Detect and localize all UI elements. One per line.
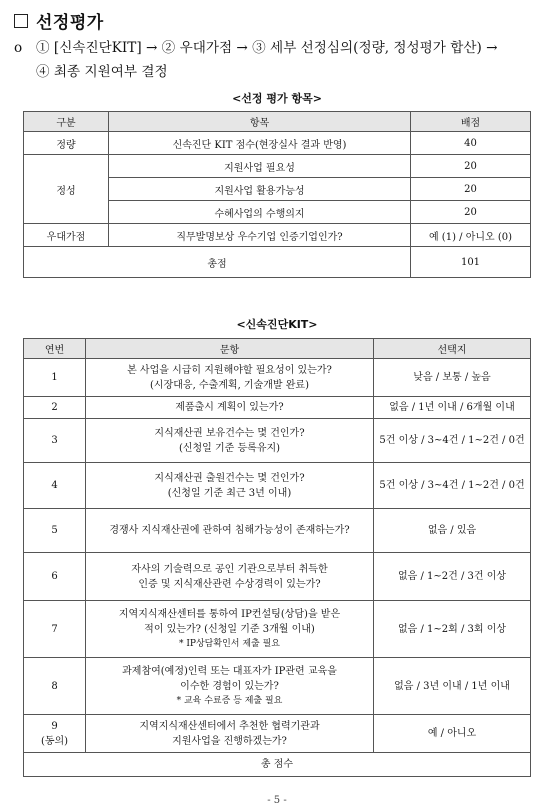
category-cell: 정량: [24, 132, 109, 155]
question-cell: 과제참여(예정)인력 또는 대표자가 IP관련 교육을 이수한 경험이 있는가? * 교육 수료증 등 제출 필요: [86, 658, 374, 715]
table-row: [24, 715, 531, 753]
page-number: - 5 -: [267, 795, 287, 806]
category-cell: 우대가점: [24, 224, 109, 247]
table-row: [24, 509, 531, 553]
row-number: 3: [24, 419, 86, 463]
question-cell: 지역지식재산센터를 통하여 IP컨설팅(상담)을 받은 적이 있는가? (신청일 기준 3개월 이내) * IP상담확인서 제출 필요: [86, 601, 374, 658]
row-number: 9 (동의): [24, 715, 86, 753]
table-row: [24, 224, 531, 247]
steps-line-2: ④ 최종 지원여부 결정: [36, 64, 168, 80]
choices-cell: 없음 / 1년 이내 / 6개월 이내: [374, 397, 531, 419]
choices-cell: 없음 / 있음: [374, 509, 531, 553]
table-row: [24, 359, 531, 397]
steps-line-1: o ① [신속진단KIT] → ② 우대가점 → ③ 세부 선정심의(정량, 정성평가 합산) →: [14, 40, 498, 56]
header-category: 구분: [24, 112, 109, 132]
question-cell: 지역지식재산센터에서 추천한 협력기관과 지원사업을 진행하겠는가?: [86, 715, 374, 753]
choices-cell: 5건 이상 / 3~4건 / 1~2건 / 0건: [374, 419, 531, 463]
row-number: 7: [24, 601, 86, 658]
question-cell: 제품출시 계획이 있는가?: [86, 397, 374, 419]
item-cell: 지원사업 필요성: [109, 155, 411, 178]
choices-cell: 없음 / 1~2회 / 3회 이상: [374, 601, 531, 658]
table-row: [24, 419, 531, 463]
row-number: 5: [24, 509, 86, 553]
item-cell: 신속진단 KIT 점수(현장실사 결과 반영): [109, 132, 411, 155]
header-item: 항목: [109, 112, 411, 132]
row-number: 8: [24, 658, 86, 715]
item-cell: 직무발명보상 우수기업 인증기업인가?: [109, 224, 411, 247]
table-row: [24, 553, 531, 601]
choices-cell: 낮음 / 보통 / 높음: [374, 359, 531, 397]
header-choices: 선택지: [374, 339, 531, 359]
total-label: 총점: [24, 247, 411, 278]
score-cell: 20: [411, 155, 531, 178]
question-cell: 자사의 기술력으로 공인 기관으로부터 취득한 인증 및 지식재산관련 수상경력이 있는가?: [86, 553, 374, 601]
eval-table-caption: <선정 평가 항목>: [232, 92, 322, 105]
total-label: 총 점수: [24, 753, 531, 777]
category-cell: 정성: [24, 155, 109, 224]
kit-table-caption: <신속진단KIT>: [236, 318, 318, 331]
row-number: 1: [24, 359, 86, 397]
question-cell: 본 사업을 시급히 지원해야할 필요성이 있는가? (시장대응, 수출계획, 기술개발 완료): [86, 359, 374, 397]
header-number: 연번: [24, 339, 86, 359]
table-row: [24, 397, 531, 419]
section-heading: [14, 8, 104, 33]
score-cell: 20: [411, 201, 531, 224]
quick-diagnosis-kit-table: [23, 338, 531, 777]
choices-cell: 없음 / 1~2건 / 3건 이상: [374, 553, 531, 601]
table-row: [24, 132, 531, 155]
question-cell: 지식재산권 보유건수는 몇 건인가? (신청일 기준 등록유지): [86, 419, 374, 463]
evaluation-items-table: [23, 111, 531, 278]
item-cell: 수혜사업의 수행의지: [109, 201, 411, 224]
row-number: 4: [24, 463, 86, 509]
header-question: 문항: [86, 339, 374, 359]
total-score: 101: [411, 247, 531, 278]
choices-cell: 없음 / 3년 이내 / 1년 이내: [374, 658, 531, 715]
question-cell: 지식재산권 출원건수는 몇 건인가? (신청일 기준 최근 3년 이내): [86, 463, 374, 509]
score-cell: 예 (1) / 아니오 (0): [411, 224, 531, 247]
choices-cell: 예 / 아니오: [374, 715, 531, 753]
choices-cell: 5건 이상 / 3~4건 / 1~2건 / 0건: [374, 463, 531, 509]
table-header-row: [24, 339, 531, 359]
checkbox-square-icon: [14, 14, 28, 28]
table-header-row: [24, 112, 531, 132]
table-row: [24, 155, 531, 178]
process-steps: [14, 36, 544, 84]
table-row: [24, 658, 531, 715]
table-row: [24, 463, 531, 509]
table-row: [24, 601, 531, 658]
question-cell: 경쟁사 지식재산권에 관하여 침해가능성이 존재하는가?: [86, 509, 374, 553]
section-title: 선정평가: [36, 13, 104, 33]
score-cell: 20: [411, 178, 531, 201]
score-cell: 40: [411, 132, 531, 155]
row-number: 6: [24, 553, 86, 601]
total-row: [24, 753, 531, 777]
item-cell: 지원사업 활용가능성: [109, 178, 411, 201]
row-number: 2: [24, 397, 86, 419]
total-row: [24, 247, 531, 278]
header-score: 배점: [411, 112, 531, 132]
